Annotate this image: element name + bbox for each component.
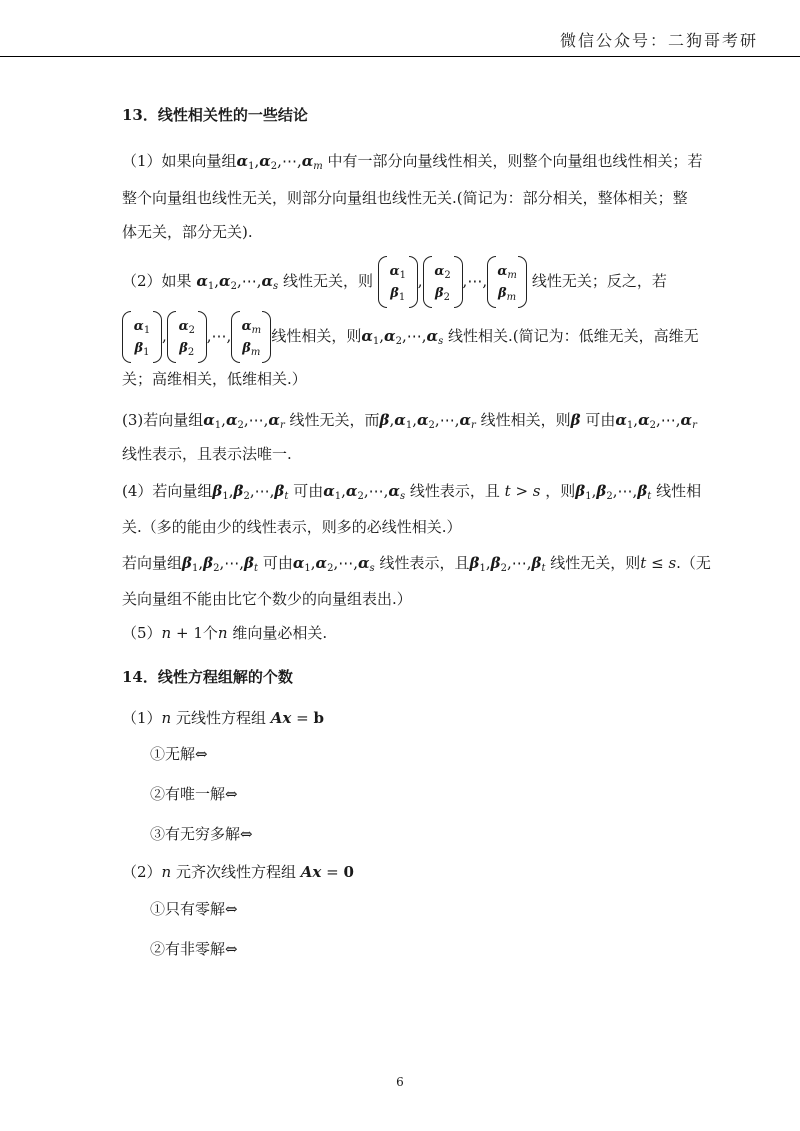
q2-line: （2）n 元齐次线性方程组 Ax = 0 xyxy=(122,863,354,881)
vector-a1-b1-2: $\alpha_1$ $\beta_1$ xyxy=(122,311,162,363)
item-5: （5）n + 1个n 维向量必相关. xyxy=(122,624,328,642)
item-3-line-1: (3)若向量组$\alpha_1,\alpha_2,\cdots,\alpha_r$ 线性无关，而$\beta,\alpha_1,\alpha_2,\cdots,\alpha_r$ 线性相关，则β 可由$\alpha_1,\alpha_2,\cdots,\alpha_r$ xyxy=(122,411,697,431)
vector-a2-b2: $\alpha_2$ $\beta_2$ xyxy=(423,256,463,308)
page-header: 微信公众号：二狗哥考研 xyxy=(559,31,758,50)
item-1-line-3: 体无关，部分无关). xyxy=(122,223,253,241)
item-1-line-2: 整个向量组也线性无关，则部分向量组也线性无关.(简记为：部分相关，整体相关；整 xyxy=(122,189,688,207)
q1-line: （1）n 元线性方程组 Ax = b xyxy=(122,709,324,727)
item-4-line-2: 关.（多的能由少的线性表示，则多的必线性相关.） xyxy=(122,518,462,536)
item-4-line-1: (4）若向量组$\beta_1,\beta_2,\cdots,\beta_t$ 可由$\alpha_1,\alpha_2,\cdots,\alpha_s$ 线性表示，且 t > s ，则$\beta_1,\beta_2,\cdots,\beta_t$ 线性相 xyxy=(122,482,702,502)
vector-am-bm-2: $\alpha_m$ $\beta_m$ xyxy=(231,311,271,363)
item-2-line-2: $\alpha_1$ $\beta_1$ , $\alpha_2$ $\beta_2$ ,⋯, $\alpha_m$ $\beta_m$ 线性相关，则$\alpha_1,\alpha_2,\cdots,\alpha_s$ 线性相关.(简记为：低维无关，高维无 xyxy=(122,311,699,363)
header-divider xyxy=(0,56,800,57)
section-13-title: 13．线性相关性的一些结论 xyxy=(122,106,308,124)
item-2-line-1: （2）如果 $\alpha_1,\alpha_2,\cdots,\alpha_s$ 线性无关，则 $\alpha_1$ $\beta_1$ , $\alpha_2$ $\beta_2$ ,⋯, $\alpha_m$ $\beta_m$ 线性无关；反之，若 xyxy=(122,256,667,308)
item-4-line-4: 关向量组不能由比它个数少的向量组表出.） xyxy=(122,590,412,608)
q2-item-1: ①只有零解⇔ xyxy=(150,900,238,918)
q1-item-3: ③有无穷多解⇔ xyxy=(150,825,253,843)
item-2-line-3: 关；高维相关，低维相关.） xyxy=(122,370,307,388)
section-14-title: 14．线性方程组解的个数 xyxy=(122,668,293,686)
q2-item-2: ②有非零解⇔ xyxy=(150,940,238,958)
q1-item-1: ①无解⇔ xyxy=(150,745,208,763)
vector-am-bm: $\alpha_m$ $\beta_m$ xyxy=(487,256,527,308)
q1-item-2: ②有唯一解⇔ xyxy=(150,785,238,803)
item-3-line-2: 线性表示，且表示法唯一. xyxy=(122,445,292,463)
vector-a2-b2-2: $\alpha_2$ $\beta_2$ xyxy=(167,311,207,363)
page-number: 6 xyxy=(396,1075,404,1089)
item-1-line-1: （1）如果向量组$\alpha_1,\alpha_2,\cdots,\alpha_m$ 中有一部分向量线性相关，则整个向量组也线性相关；若 xyxy=(122,152,703,172)
vector-a1-b1: $\alpha_1$ $\beta_1$ xyxy=(378,256,418,308)
item-4-line-3: 若向量组$\beta_1,\beta_2,\cdots,\beta_t$ 可由$\alpha_1,\alpha_2,\cdots,\alpha_s$ 线性表示，且$\beta_1,\beta_2,\cdots,\beta_t$ 线性无关，则t ≤ s.（无 xyxy=(122,554,711,574)
